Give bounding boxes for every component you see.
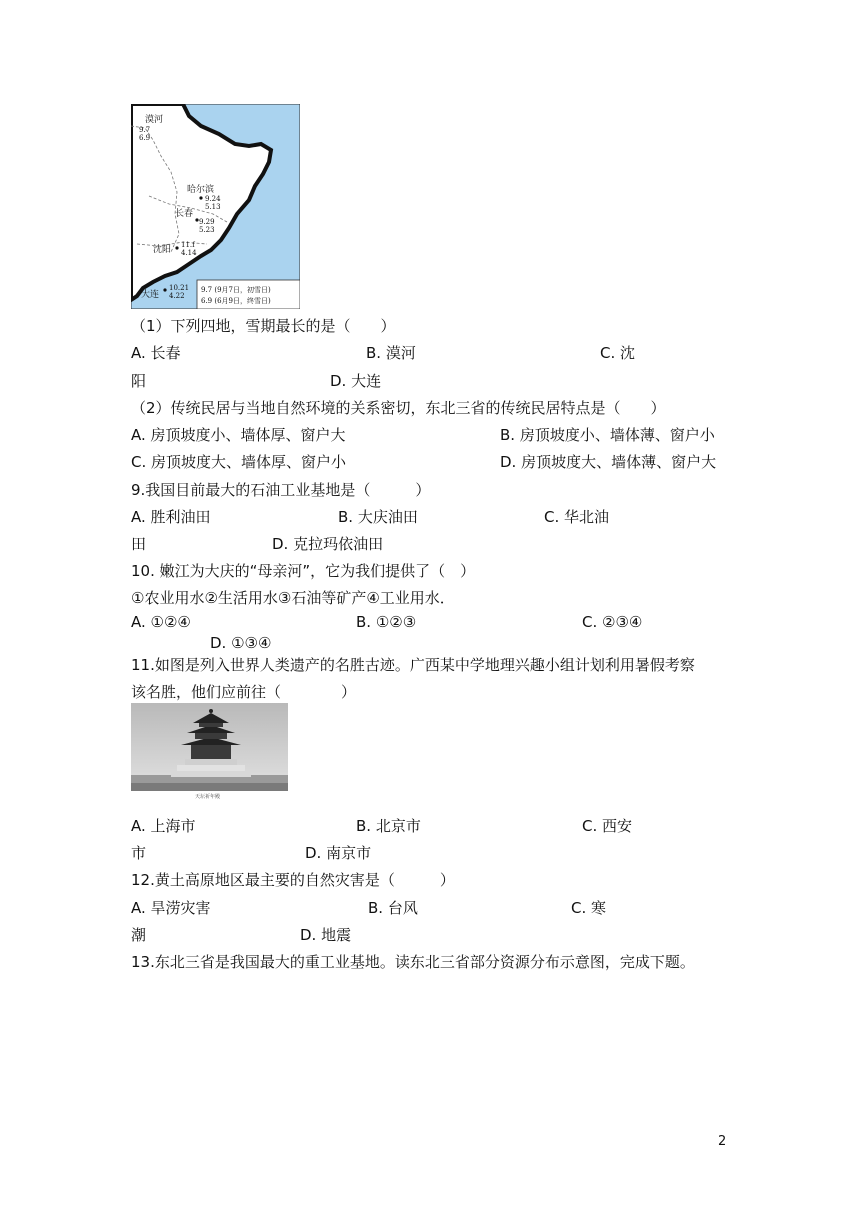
city-harbin-first-snow: 9.24 [205,195,221,203]
q8-2-option-d[interactable]: D. 房顶坡度大、墙体薄、窗户大 [500,453,717,471]
q12-option-c-continued: 潮 [131,926,147,944]
city-dalian-last-snow: 4.22 [169,292,185,300]
q8-2-option-b[interactable]: B. 房顶坡度小、墙体薄、窗户小 [500,426,715,444]
q9-stem: 9.我国目前最大的石油工业基地是（ ） [131,481,431,499]
city-dalian-first-snow: 10.21 [169,284,190,292]
q10-option-b[interactable]: B. ①②③ [356,613,417,631]
city-shenyang-last-snow: 4.14 [181,249,197,257]
q11-stem-line1: 11.如图是列入世界人类遗产的名胜古迹。广西某中学地理兴趣小组计划利用暑假考察 [131,656,695,674]
map-legend-first-snow: 9.7 (9月7日，初雪日) [201,286,271,294]
city-mohe: 漠河 [145,115,164,125]
q11-option-c-continued: 市 [131,844,147,862]
q8-1-option-c-continued: 阳 [131,372,147,390]
city-harbin: 哈尔滨 [187,185,215,195]
map-legend-last-snow: 6.9 (6月9日，终雪日) [201,297,271,305]
q10-stem: 10. 嫩江为大庆的“母亲河”，它为我们提供了（ ） [131,562,476,580]
q12-option-c[interactable]: C. 寒 [571,899,607,917]
city-changchun: 长春 [175,209,194,219]
q12-option-b[interactable]: B. 台风 [368,899,418,917]
q12-stem: 12.黄土高原地区最主要的自然灾害是（ ） [131,871,455,889]
city-shenyang: 沈阳 [153,245,172,255]
city-mohe-last-snow: 6.9 [139,134,151,142]
q11-option-b[interactable]: B. 北京市 [356,817,421,835]
q8-2-option-a[interactable]: A. 房顶坡度小、墙体厚、窗户大 [131,426,346,444]
photo-caption: 天坛祈年殿 [195,794,221,800]
q8-1-option-d[interactable]: D. 大连 [330,372,382,390]
q8-1-stem: （1）下列四地，雪期最长的是（ ） [131,317,396,335]
q8-1-option-a[interactable]: A. 长春 [131,344,181,362]
city-harbin-last-snow: 5.13 [205,203,221,211]
q13-stem: 13.东北三省是我国最大的重工业基地。读东北三省部分资源分布示意图，完成下题。 [131,953,695,971]
temple-of-heaven-photo [131,703,288,801]
q10-option-d[interactable]: D. ①③④ [210,634,272,652]
q9-option-b[interactable]: B. 大庆油田 [338,508,418,526]
q11-option-c[interactable]: C. 西安 [582,817,633,835]
city-shenyang-first-snow: 11.f [181,241,195,249]
q12-option-d[interactable]: D. 地震 [300,926,352,944]
city-changchun-first-snow: 9.29 [199,218,215,226]
city-mohe-first-snow: 9.7 [139,126,151,134]
northeast-snow-map [131,104,300,309]
q8-1-option-b[interactable]: B. 漠河 [366,344,416,362]
q12-option-a[interactable]: A. 旱涝灾害 [131,899,211,917]
city-changchun-last-snow: 5.23 [199,226,215,234]
q9-option-d[interactable]: D. 克拉玛依油田 [272,535,384,553]
city-dalian: 大连 [141,290,160,300]
q10-option-a[interactable]: A. ①②④ [131,613,191,631]
q10-option-c[interactable]: C. ②③④ [582,613,643,631]
page-number: 2 [718,1134,727,1149]
q10-statements: ①农业用水②生活用水③石油等矿产④工业用水． [131,589,455,607]
q11-stem-line2: 该名胜，他们应前往（ ） [131,683,357,701]
q8-1-option-c[interactable]: C. 沈 [600,344,636,362]
q8-2-stem: （2）传统民居与当地自然环境的关系密切，东北三省的传统民居特点是（ ） [131,399,666,417]
q9-option-c[interactable]: C. 华北油 [544,508,610,526]
q11-option-a[interactable]: A. 上海市 [131,817,196,835]
q8-2-option-c[interactable]: C. 房顶坡度大、墙体厚、窗户小 [131,453,347,471]
q9-option-c-continued: 田 [131,535,147,553]
q9-option-a[interactable]: A. 胜利油田 [131,508,211,526]
q11-option-d[interactable]: D. 南京市 [305,844,372,862]
